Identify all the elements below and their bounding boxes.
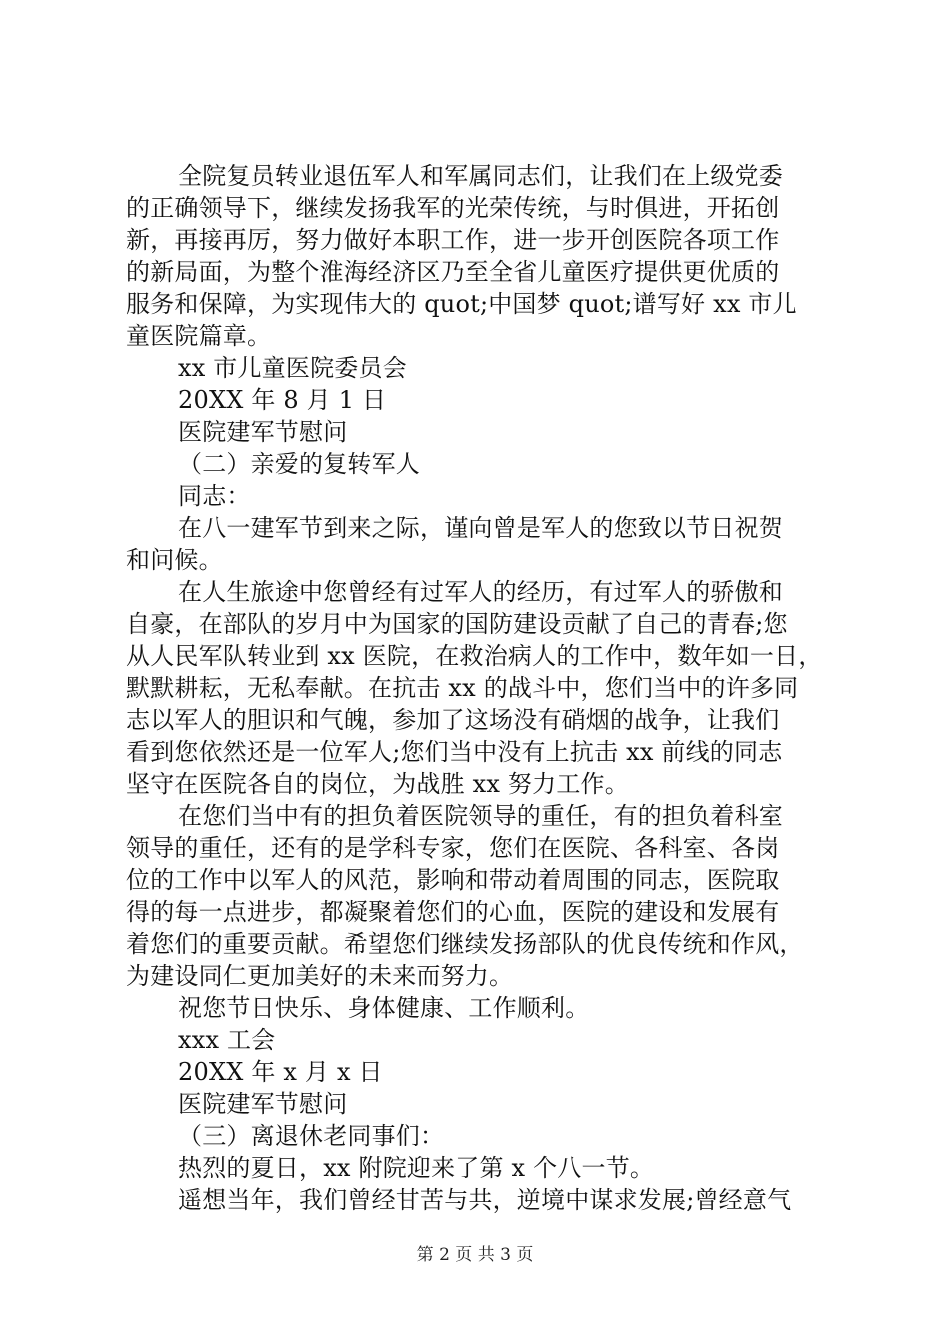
- section-heading: （二）亲爱的复转军人: [178, 450, 420, 478]
- paragraph-line: 坚守在医院各自的岗位，为战胜 xx 努力工作。: [126, 770, 629, 798]
- paragraph-line: 为建设同仁更加美好的未来而努力。: [126, 962, 514, 990]
- paragraph-line: 的新局面，为整个淮海经济区乃至全省儿童医疗提供更优质的: [126, 258, 780, 286]
- paragraph-line: 自豪，在部队的岁月中为国家的国防建设贡献了自己的青春;您: [126, 610, 788, 638]
- paragraph-line: 默默耕耘，无私奉献。在抗击 xx 的战斗中，您们当中的许多同: [126, 674, 799, 702]
- greeting-line: 祝您节日快乐、身体健康、工作顺利。: [178, 994, 590, 1022]
- salutation-line: 同志：: [178, 482, 251, 510]
- paragraph-line: 得的每一点进步，都凝聚着您们的心血，医院的建设和发展有: [126, 898, 780, 926]
- paragraph-line: 新，再接再厉，努力做好本职工作，进一步开创医院各项工作: [126, 226, 780, 254]
- paragraph-line: 着您们的重要贡献。希望您们继续发扬部队的优良传统和作风，: [126, 930, 804, 958]
- section-heading: （三）离退休老同事们：: [178, 1122, 445, 1150]
- paragraph-line: 的正确领导下，继续发扬我军的光荣传统，与时俱进，开拓创: [126, 194, 780, 222]
- date-line: 20XX 年 x 月 x 日: [178, 1058, 383, 1086]
- paragraph-line: 看到您依然还是一位军人;您们当中没有上抗击 xx 前线的同志: [126, 738, 783, 766]
- paragraph-line: 全院复员转业退伍军人和军属同志们，让我们在上级党委: [178, 162, 783, 190]
- paragraph-line: 在您们当中有的担负着医院领导的重任，有的担负着科室: [178, 802, 783, 830]
- signature-line: xx 市儿童医院委员会: [178, 354, 407, 382]
- paragraph-line: 遥想当年，我们曾经甘苦与共，逆境中谋求发展;曾经意气: [178, 1186, 792, 1214]
- paragraph-line: 在人生旅途中您曾经有过军人的经历，有过军人的骄傲和: [178, 578, 783, 606]
- paragraph-line: 服务和保障，为实现伟大的 quot;中国梦 quot;谱写好 xx 市儿: [126, 290, 797, 318]
- paragraph-line: 从人民军队转业到 xx 医院，在救治病人的工作中，数年如一日，: [126, 642, 823, 670]
- paragraph-line: 在八一建军节到来之际，谨向曾是军人的您致以节日祝贺: [178, 514, 783, 542]
- paragraph-line: 领导的重任，还有的是学科专家，您们在医院、各科室、各岗: [126, 834, 780, 862]
- paragraph-line: 和问候。: [126, 546, 223, 574]
- date-line: 20XX 年 8 月 1 日: [178, 386, 387, 414]
- section-title: 医院建军节慰问: [178, 418, 348, 446]
- paragraph-line: 位的工作中以军人的风范，影响和带动着周围的同志，医院取: [126, 866, 780, 894]
- paragraph-line: 志以军人的胆识和气魄，参加了这场没有硝烟的战争，让我们: [126, 706, 780, 734]
- paragraph-line: 童医院篇章。: [126, 322, 272, 350]
- signature-line: xxx 工会: [178, 1026, 276, 1054]
- page-number-footer: 第 2 页 共 3 页: [416, 1245, 534, 1265]
- document-body: [126, 160, 846, 1216]
- paragraph-line: 热烈的夏日，xx 附院迎来了第 x 个八一节。: [178, 1154, 655, 1182]
- section-title: 医院建军节慰问: [178, 1090, 348, 1118]
